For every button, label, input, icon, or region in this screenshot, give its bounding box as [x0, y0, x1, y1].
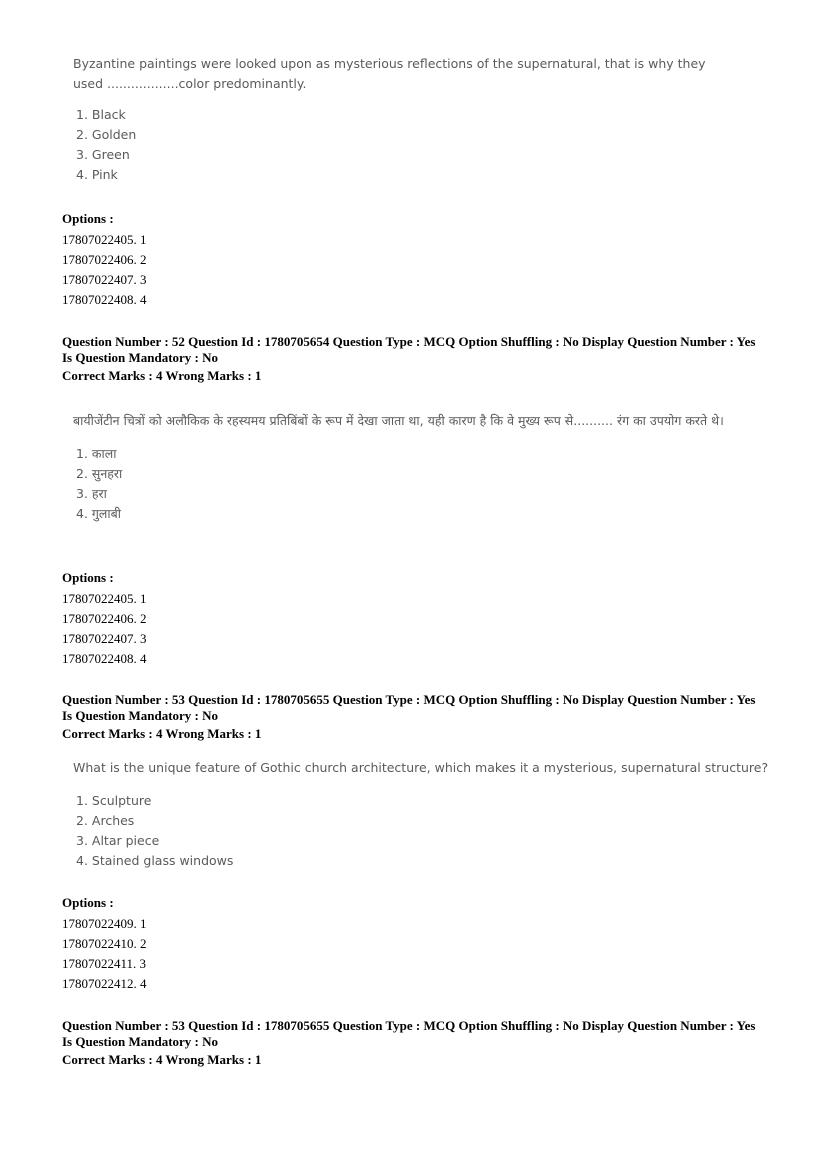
question-meta-53: [62, 692, 792, 742]
question-stem: What is the unique feature of Gothic church architecture, which makes it a mysterious, supernatural structure?: [73, 760, 769, 775]
choice-item: 3. हरा: [76, 486, 107, 501]
option-line: 17807022405. 1: [62, 232, 147, 247]
choice-item: 3. Green: [76, 147, 130, 162]
option-line: 17807022409. 1: [62, 916, 147, 931]
question-stem: Byzantine paintings were looked upon as mysterious reflections of the supernatural, that is why they used ..................color predominantly.: [73, 56, 706, 91]
option-line: 17807022407. 3: [62, 631, 147, 646]
options-list: [62, 895, 147, 994]
meta-line: Correct Marks : 4 Wrong Marks : 1: [62, 368, 262, 383]
question-meta-53-repeat: [62, 1018, 792, 1068]
option-line: 17807022410. 2: [62, 936, 147, 951]
meta-line: Question Number : 53 Question Id : 1780705655 Question Type : MCQ Option Shuffling : No Display Question Number : Yes: [62, 1018, 756, 1033]
option-line: 17807022405. 1: [62, 591, 147, 606]
meta-line: Is Question Mandatory : No: [62, 707, 219, 723]
options-title: Options :: [62, 211, 114, 226]
choice-item: 1. Sculpture: [76, 793, 152, 808]
choice-item: 2. Arches: [76, 813, 135, 828]
options-list: [62, 211, 147, 310]
option-line: 17807022412. 4: [62, 976, 147, 991]
option-line: 17807022408. 4: [62, 651, 147, 666]
meta-line: Is Question Mandatory : No: [62, 1033, 219, 1049]
question-stem: बायीजेंटीन चित्रों को अलौकिक के रहस्यमय प्रतिबिंबों के रूप में देखा जाता था, यही कारण है कि वे मुख्य रूप से.......... रंग का उपयोग करते थे।: [73, 413, 724, 428]
question-image-byzantine-hi: [73, 411, 778, 524]
choice-item: 2. Golden: [76, 127, 137, 142]
choice-item: 4. Stained glass windows: [76, 853, 234, 868]
meta-line: Correct Marks : 4 Wrong Marks : 1: [62, 1052, 262, 1067]
options-list: [62, 570, 147, 669]
meta-line: Question Number : 53 Question Id : 1780705655 Question Type : MCQ Option Shuffling : No Display Question Number : Yes: [62, 692, 756, 707]
option-line: 17807022407. 3: [62, 272, 147, 287]
option-line: 17807022406. 2: [62, 252, 147, 267]
choice-item: 4. Pink: [76, 167, 118, 182]
option-line: 17807022408. 4: [62, 292, 147, 307]
choice-item: 1. Black: [76, 107, 126, 122]
question-image-gothic-en: [73, 758, 773, 871]
meta-line: Is Question Mandatory : No: [62, 349, 219, 365]
meta-line: Correct Marks : 4 Wrong Marks : 1: [62, 726, 262, 741]
option-line: 17807022406. 2: [62, 611, 147, 626]
meta-line: Question Number : 52 Question Id : 1780705654 Question Type : MCQ Option Shuffling : No Display Question Number : Yes: [62, 334, 756, 349]
options-title: Options :: [62, 570, 114, 585]
choice-item: 1. काला: [76, 446, 117, 461]
question-meta-52: [62, 334, 792, 384]
choice-item: 3. Altar piece: [76, 833, 160, 848]
question-image-byzantine-en: [73, 54, 713, 185]
choice-item: 2. सुनहरा: [76, 466, 123, 481]
options-title: Options :: [62, 895, 114, 910]
choice-item: 4. गुलाबी: [76, 506, 122, 521]
option-line: 17807022411. 3: [62, 956, 147, 971]
